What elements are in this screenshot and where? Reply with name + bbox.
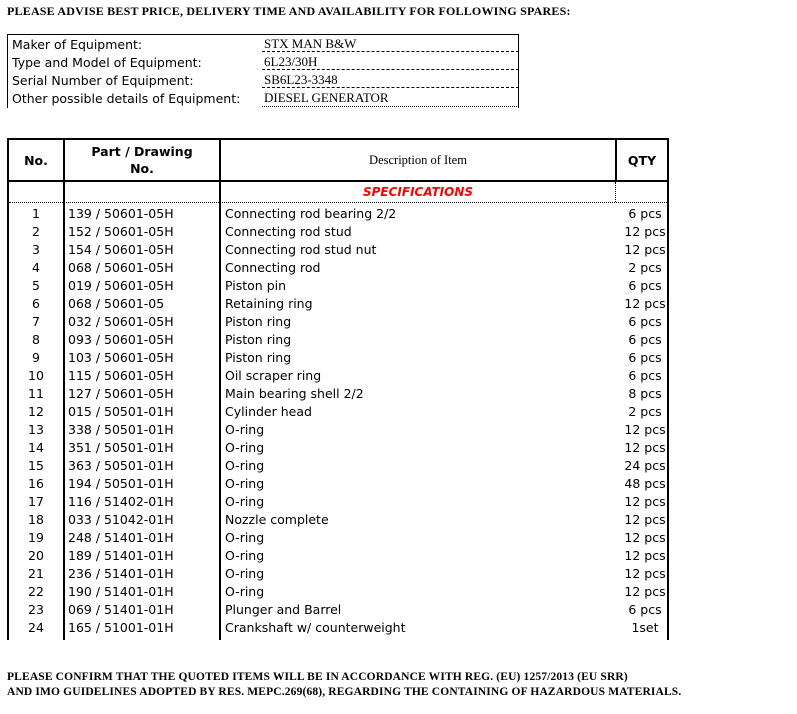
table-row bbox=[9, 601, 667, 619]
row-qty: 2 pcs bbox=[628, 404, 662, 419]
row-number: 21 bbox=[28, 566, 44, 581]
table-row bbox=[9, 439, 667, 457]
row-part-number: 152 / 50601-05H bbox=[68, 224, 174, 239]
equipment-row-serial bbox=[8, 71, 518, 89]
table-row bbox=[9, 259, 667, 277]
equipment-row-other bbox=[8, 89, 518, 107]
row-part-number: 236 / 51401-01H bbox=[68, 566, 174, 581]
section-separator bbox=[9, 202, 667, 203]
row-part-number: 019 / 50601-05H bbox=[68, 278, 174, 293]
row-description: Connecting rod stud nut bbox=[225, 242, 377, 257]
row-part-number: 338 / 50501-01H bbox=[68, 422, 174, 437]
row-number: 24 bbox=[28, 620, 44, 635]
table-row bbox=[9, 493, 667, 511]
table-row bbox=[9, 385, 667, 403]
table-row bbox=[9, 403, 667, 421]
row-qty: 12 pcs bbox=[624, 296, 666, 311]
row-qty: 48 pcs bbox=[624, 476, 666, 491]
type-model-value: 6L23/30H bbox=[264, 54, 318, 69]
serial-number-label: Serial Number of Equipment: bbox=[12, 73, 194, 88]
maker-value: STX MAN B&W bbox=[264, 36, 357, 51]
table-row bbox=[9, 205, 667, 223]
row-part-number: 165 / 51001-01H bbox=[68, 620, 174, 635]
row-part-number: 033 / 51042-01H bbox=[68, 512, 174, 527]
row-description: Oil scraper ring bbox=[225, 368, 322, 383]
row-part-number: 190 / 51401-01H bbox=[68, 584, 174, 599]
other-details-label: Other possible details of Equipment: bbox=[12, 91, 241, 106]
header-part-line1: Part / Drawing bbox=[91, 144, 193, 159]
row-description: O-ring bbox=[225, 476, 265, 491]
table-row bbox=[9, 511, 667, 529]
row-qty: 12 pcs bbox=[624, 494, 666, 509]
row-description: O-ring bbox=[225, 530, 265, 545]
row-number: 23 bbox=[28, 602, 44, 617]
row-number: 8 bbox=[32, 332, 40, 347]
row-part-number: 068 / 50601-05 bbox=[68, 296, 165, 311]
row-description: O-ring bbox=[225, 422, 265, 437]
table-row bbox=[9, 529, 667, 547]
table-row bbox=[9, 367, 667, 385]
row-qty: 12 pcs bbox=[624, 566, 666, 581]
row-number: 4 bbox=[32, 260, 40, 275]
row-part-number: 127 / 50601-05H bbox=[68, 386, 174, 401]
row-number: 9 bbox=[32, 350, 40, 365]
row-number: 17 bbox=[28, 494, 44, 509]
row-qty: 6 pcs bbox=[628, 206, 662, 221]
compliance-note-line2: AND IMO GUIDELINES ADOPTED BY RES. MEPC.269(68), REGARDING THE CONTAINING OF HAZARDOUS MATERIALS. bbox=[7, 685, 682, 698]
table-row bbox=[9, 331, 667, 349]
row-description: Connecting rod bbox=[225, 260, 321, 275]
row-part-number: 116 / 51402-01H bbox=[68, 494, 174, 509]
row-description: Main bearing shell 2/2 bbox=[225, 386, 364, 401]
row-part-number: 068 / 50601-05H bbox=[68, 260, 174, 275]
header-qty: QTY bbox=[627, 152, 657, 168]
row-description: Piston ring bbox=[225, 314, 292, 329]
header-description: Description of Item bbox=[369, 152, 467, 167]
row-description: O-ring bbox=[225, 440, 265, 455]
row-description: Crankshaft w/ counterweight bbox=[225, 620, 406, 635]
row-number: 15 bbox=[28, 458, 44, 473]
row-number: 11 bbox=[28, 386, 44, 401]
row-number: 3 bbox=[32, 242, 40, 257]
row-qty: 6 pcs bbox=[628, 368, 662, 383]
serial-number-value-field bbox=[262, 71, 519, 88]
header-part-line2: No. bbox=[130, 161, 154, 176]
row-qty: 6 pcs bbox=[628, 350, 662, 365]
maker-value-field bbox=[262, 35, 519, 52]
table-row bbox=[9, 475, 667, 493]
header-part-drawing bbox=[65, 140, 219, 180]
row-number: 19 bbox=[28, 530, 44, 545]
table-row bbox=[9, 277, 667, 295]
row-description: O-ring bbox=[225, 494, 265, 509]
row-number: 16 bbox=[28, 476, 44, 491]
table-row bbox=[9, 349, 667, 367]
row-number: 18 bbox=[28, 512, 44, 527]
row-description: Piston ring bbox=[225, 350, 292, 365]
row-part-number: 115 / 50601-05H bbox=[68, 368, 174, 383]
row-number: 6 bbox=[32, 296, 40, 311]
table-row bbox=[9, 565, 667, 583]
row-number: 10 bbox=[28, 368, 44, 383]
row-number: 7 bbox=[32, 314, 40, 329]
equipment-details-box bbox=[7, 34, 519, 108]
table-row bbox=[9, 619, 667, 637]
row-number: 22 bbox=[28, 584, 44, 599]
row-qty: 12 pcs bbox=[624, 440, 666, 455]
row-part-number: 194 / 50501-01H bbox=[68, 476, 174, 491]
row-qty: 12 pcs bbox=[624, 242, 666, 257]
row-qty: 12 pcs bbox=[624, 530, 666, 545]
row-qty: 12 pcs bbox=[624, 224, 666, 239]
row-description: O-ring bbox=[225, 584, 265, 599]
row-qty: 12 pcs bbox=[624, 584, 666, 599]
row-description: Piston ring bbox=[225, 332, 292, 347]
table-row bbox=[9, 223, 667, 241]
row-part-number: 093 / 50601-05H bbox=[68, 332, 174, 347]
row-description: O-ring bbox=[225, 566, 265, 581]
equipment-row-maker bbox=[8, 35, 518, 53]
row-part-number: 363 / 50501-01H bbox=[68, 458, 174, 473]
table-row bbox=[9, 241, 667, 259]
row-description: Plunger and Barrel bbox=[225, 602, 342, 617]
row-number: 2 bbox=[32, 224, 40, 239]
row-number: 13 bbox=[28, 422, 44, 437]
table-row bbox=[9, 295, 667, 313]
spares-table bbox=[7, 138, 669, 640]
other-details-value: DIESEL GENERATOR bbox=[264, 90, 389, 105]
table-row bbox=[9, 421, 667, 439]
row-description: Piston pin bbox=[225, 278, 287, 293]
row-part-number: 139 / 50601-05H bbox=[68, 206, 174, 221]
row-part-number: 015 / 50501-01H bbox=[68, 404, 174, 419]
row-number: 5 bbox=[32, 278, 40, 293]
page-heading: PLEASE ADVISE BEST PRICE, DELIVERY TIME AND AVAILABILITY FOR FOLLOWING SPARES: bbox=[7, 4, 571, 18]
row-qty: 6 pcs bbox=[628, 602, 662, 617]
other-details-value-field bbox=[262, 89, 519, 107]
row-qty: 12 pcs bbox=[624, 548, 666, 563]
row-description: O-ring bbox=[225, 548, 265, 563]
row-description: Retaining ring bbox=[225, 296, 313, 311]
maker-label: Maker of Equipment: bbox=[12, 37, 143, 52]
type-model-label: Type and Model of Equipment: bbox=[12, 55, 202, 70]
row-part-number: 032 / 50601-05H bbox=[68, 314, 174, 329]
column-divider-dotted bbox=[615, 182, 616, 202]
serial-number-value: SB6L23-3348 bbox=[264, 72, 338, 87]
row-qty: 12 pcs bbox=[624, 422, 666, 437]
row-qty: 1set bbox=[631, 620, 659, 635]
row-number: 14 bbox=[28, 440, 44, 455]
row-description: Connecting rod stud bbox=[225, 224, 352, 239]
equipment-row-type bbox=[8, 53, 518, 71]
row-part-number: 248 / 51401-01H bbox=[68, 530, 174, 545]
table-row bbox=[9, 583, 667, 601]
type-model-value-field bbox=[262, 53, 519, 70]
row-part-number: 189 / 51401-01H bbox=[68, 548, 174, 563]
row-qty: 8 pcs bbox=[628, 386, 662, 401]
table-row bbox=[9, 457, 667, 475]
row-qty: 12 pcs bbox=[624, 512, 666, 527]
row-qty: 6 pcs bbox=[628, 278, 662, 293]
header-no: No. bbox=[24, 152, 48, 168]
row-qty: 24 pcs bbox=[624, 458, 666, 473]
row-qty: 2 pcs bbox=[628, 260, 662, 275]
row-part-number: 103 / 50601-05H bbox=[68, 350, 174, 365]
table-row bbox=[9, 313, 667, 331]
compliance-note bbox=[7, 670, 681, 699]
row-number: 12 bbox=[28, 404, 44, 419]
table-row bbox=[9, 547, 667, 565]
row-number: 1 bbox=[32, 206, 40, 221]
header-separator bbox=[9, 180, 667, 182]
row-description: Cylinder head bbox=[225, 404, 312, 419]
row-part-number: 351 / 50501-01H bbox=[68, 440, 174, 455]
table-body bbox=[9, 205, 667, 637]
section-title-specifications: SPECIFICATIONS bbox=[362, 185, 474, 199]
row-description: O-ring bbox=[225, 458, 265, 473]
compliance-note-line1: PLEASE CONFIRM THAT THE QUOTED ITEMS WILL BE IN ACCORDANCE WITH REG. (EU) 1257/2013 (EU SRR) bbox=[7, 671, 628, 683]
row-qty: 6 pcs bbox=[628, 314, 662, 329]
row-description: Nozzle complete bbox=[225, 512, 329, 527]
row-number: 20 bbox=[28, 548, 44, 563]
row-part-number: 069 / 51401-01H bbox=[68, 602, 174, 617]
row-qty: 6 pcs bbox=[628, 332, 662, 347]
row-part-number: 154 / 50601-05H bbox=[68, 242, 174, 257]
row-description: Connecting rod bearing 2/2 bbox=[225, 206, 397, 221]
